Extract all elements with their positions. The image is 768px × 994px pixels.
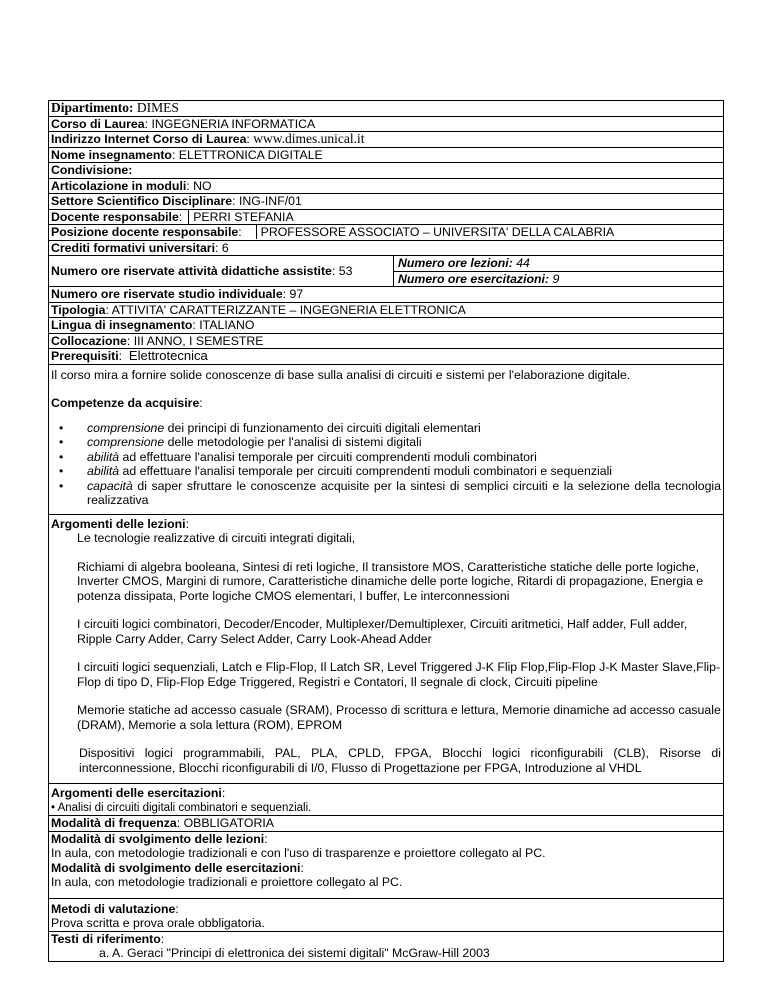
competences-label: Competenze da acquisire (51, 396, 200, 410)
sharing-label: Condivisione: (51, 163, 133, 177)
references-heading: Testi di riferimento: (51, 931, 165, 946)
modules-value: NO (193, 178, 212, 193)
competence-keyword: abilità (87, 464, 120, 478)
language-value: ITALIANO (199, 318, 255, 332)
attendance-label: Modalità di frequenza (51, 816, 177, 830)
exercises-heading: Argomenti delle esercitazioni: (51, 786, 226, 800)
bullet-icon: • (59, 449, 64, 464)
course-sheet (48, 100, 724, 962)
lessons-section (49, 515, 723, 785)
exercise-hours: Numero ore esercitazioni: 9 (394, 271, 723, 287)
course-name-value: ELETTRONICA DIGITALE (178, 147, 323, 162)
teacher-position-value: PROFESSORE ASSOCIATO – UNIVERSITA' DELLA CALABRIA (256, 225, 615, 239)
list-item (51, 435, 721, 450)
teacher-position-row: Posizione docente responsabile: PROFESSORE ASSOCIATO – UNIVERSITA' DELLA CALABRIA (49, 225, 723, 241)
type-row: Tipologia: ATTIVITA' CARATTERIZZANTE – INGEGNERIA ELETTRONICA (49, 303, 723, 319)
sector-label: Settore Scientifico Disciplinare (51, 194, 233, 208)
evaluation-value: Prova scritta e prova orale obbligatoria. (51, 916, 265, 930)
department-value: DIMES (136, 100, 179, 115)
competence-text: dei principi di funzionamento dei circuiti digitali elementari (164, 420, 481, 435)
competence-keyword: comprensione (87, 420, 165, 435)
assisted-hours-cell: Numero ore riservate attività didattiche assistite : 53 (51, 263, 353, 278)
modules-label: Articolazione in moduli (51, 178, 187, 193)
placement-row: Collocazione: III ANNO, I SEMESTRE (49, 334, 723, 350)
type-label: Tipologia (51, 302, 106, 317)
attendance-value: OBBLIGATORIA (183, 816, 274, 830)
attendance-row: Modalità di frequenza: OBBLIGATORIA (49, 816, 723, 832)
sector-row: Settore Scientifico Disciplinare: ING-INF/01 (49, 194, 723, 210)
lesson-paragraph: Richiami di algebra booleana, Sintesi di reti logiche, Il transistore MOS, Caratteristiche statiche delle porte logiche, Inverter CMOS, Margini di rumore, Caratteristiche dinamiche delle porte logiche, Ritardi di propagazione, Energia e potenza dissipata, Porte logiche CMOS elementari, I buffer, Le interconnessioni (77, 559, 704, 603)
language-label: Lingua di insegnamento (51, 318, 193, 332)
competences-heading: Competenze da acquisire: (51, 396, 203, 410)
study-hours-value: 97 (289, 287, 304, 301)
competences-list (51, 421, 721, 508)
course-aim: Il corso mira a fornire solide conoscenze di base sulla analisi di circuiti e sistemi per l'elaborazione digitale. (51, 367, 631, 382)
placement-value: III ANNO, I SEMESTRE (133, 333, 264, 348)
competence-keyword: comprensione (87, 435, 165, 449)
department-row (49, 101, 723, 117)
assisted-hours-label: Numero ore riservate attività didattiche assistite (51, 263, 332, 278)
reference-item: a. A. Geraci "Principi di elettronica dei sistemi digitali" McGraw-Hill 2003 (99, 946, 490, 960)
references-label: Testi di riferimento (51, 931, 161, 946)
study-hours-label: Numero ore riservate studio individuale (51, 287, 283, 301)
assisted-hours-value: 53 (338, 263, 353, 278)
lesson-paragraph: Le tecnologie realizzative di circuiti integrati digitali, (77, 531, 356, 545)
competence-text: ad effettuare l'analisi temporale per circuiti comprendenti moduli combinatori e sequenziali (119, 464, 613, 478)
list-item (51, 464, 721, 479)
competence-text: delle metodologie per l'analisi di sistemi digitali (164, 435, 422, 449)
web-address-link[interactable]: www.dimes.unical.it (253, 131, 365, 146)
course-name-row: Nome insegnamento: ELETTRONICA DIGITALE (49, 148, 723, 164)
sector-value: ING-INF/01 (238, 194, 302, 208)
exercise-mode-value: In aula, con metodologie tradizionali e proiettore collegato al PC. (51, 875, 403, 889)
prerequisites-value: Elettrotecnica (128, 348, 208, 363)
teacher-position-label: Posizione docente responsabile (51, 225, 239, 239)
bullet-icon: • (59, 420, 64, 435)
department-label: Dipartimento: (51, 100, 134, 115)
exercises-row (49, 786, 723, 816)
course-name-label: Nome insegnamento (51, 147, 172, 162)
list-item (51, 450, 721, 465)
lessons-label: Argomenti delle lezioni (51, 516, 186, 531)
type-value: ATTIVITA' CARATTERIZZANTE – INGEGNERIA ELETTRONICA (111, 302, 466, 317)
exercises-value: • Analisi di circuiti digitali combinatori e sequenziali. (51, 801, 312, 814)
credits-label: Crediti formativi universitari (51, 240, 216, 255)
lesson-paragraph: I circuiti logici combinatori, Decoder/Encoder, Multiplexer/Demultiplexer, Circuiti aritmetici, Half adder, Full adder, Ripple Carry Adder, Carry Select Adder, Carry Look-Ahead Adder (77, 617, 688, 646)
list-item (51, 479, 721, 508)
degree-course-label: Corso di Laurea (51, 116, 145, 131)
lesson-paragraph: Memorie statiche ad accesso casuale (SRAM), Processo di scrittura e lettura, Memorie dinamiche ad accesso casuale (DRAM), Memorie a sola lettura (ROM), EPROM (77, 703, 721, 732)
language-row: Lingua di insegnamento: ITALIANO (49, 318, 723, 334)
lesson-mode-label: Modalità di svolgimento delle lezioni (51, 831, 265, 846)
references-row (49, 932, 723, 961)
objectives-section (49, 365, 723, 515)
exercise-mode-heading: Modalità di svolgimento delle esercitazioni: (51, 860, 304, 875)
exercises-label: Argomenti delle esercitazioni (51, 786, 222, 800)
credits-value: 6 (221, 240, 229, 255)
prerequisites-row: Prerequisiti: Elettrotecnica (49, 349, 723, 365)
web-address-label: Indirizzo Internet Corso di Laurea (51, 132, 247, 146)
modules-row: Articolazione in moduli: NO (49, 179, 723, 195)
bullet-icon: • (59, 464, 64, 478)
teacher-row: Docente responsabile: PERRI STEFANIA (49, 210, 723, 226)
prerequisites-label: Prerequisiti (51, 349, 119, 363)
sharing-row (49, 163, 723, 179)
teaching-mode-row (49, 832, 723, 899)
exercise-hours-value: 9 (552, 271, 560, 286)
lesson-paragraph: Dispositivi logici programmabili, PAL, PLA, CPLD, FPGA, Blocchi logici riconfigurabili (CLB), Risorse di interconnessione, Blocchi riconfigurabili di I/0, Flusso di Progettazione per FPGA, Introduzione al VHDL (79, 746, 721, 775)
competence-text: di saper sfruttare le conoscenze acquisite per la sintesi di semplici circuiti e la selezione della tecnologia realizzativa (87, 478, 721, 507)
list-item (51, 421, 721, 436)
competence-keyword: abilità (87, 449, 120, 464)
lesson-mode-heading: Modalità di svolgimento delle lezioni: (51, 831, 268, 846)
lessons-heading: Argomenti delle lezioni: (51, 516, 190, 531)
placement-label: Collocazione (51, 333, 127, 348)
lesson-mode-value: In aula, con metodologie tradizionali e con l'uso di trasparenze e proiettore collegato al PC. (51, 846, 546, 860)
exercise-mode-label: Modalità di svolgimento delle esercitazioni (51, 860, 301, 875)
web-address-row: Indirizzo Internet Corso di Laurea: www.dimes.unical.it (49, 132, 723, 148)
degree-course-row: Corso di Laurea: INGEGNERIA INFORMATICA (49, 117, 723, 133)
teacher-label: Docente responsabile (51, 209, 179, 224)
evaluation-row (49, 902, 723, 932)
lesson-paragraph: I circuiti logici sequenziali, Latch e Flip-Flop, Il Latch SR, Level Triggered J-K Flip Flop,Flip-Flop J-K Master Slave,Flip-Flop di tipo D, Flip-Flop Edge Triggered, Registri e Contatori, Il segnale di clock, Circuiti pipeline (77, 660, 721, 689)
evaluation-heading: Metodi di valutazione: (51, 901, 179, 916)
lecture-hours: Numero ore lezioni: 44 (398, 256, 530, 270)
bullet-icon: • (59, 478, 64, 493)
bullet-icon: • (59, 435, 64, 449)
teacher-value: PERRI STEFANIA (188, 210, 293, 224)
hours-breakdown-cell (393, 256, 723, 286)
evaluation-label: Metodi di valutazione (51, 901, 176, 916)
degree-course-value: INGEGNERIA INFORMATICA (151, 116, 316, 131)
study-hours-row: Numero ore riservate studio individuale: 97 (49, 287, 723, 303)
lecture-hours-label: Numero ore lezioni (398, 256, 509, 270)
exercise-hours-label: Numero ore esercitazioni (398, 271, 545, 286)
credits-row: Crediti formativi universitari: 6 (49, 241, 723, 257)
competence-keyword: capacità (87, 478, 133, 493)
lecture-hours-value: 44 (516, 256, 530, 270)
hours-row (49, 256, 723, 287)
competence-text: ad effettuare l'analisi temporale per circuiti comprendenti moduli combinatori (119, 449, 537, 464)
